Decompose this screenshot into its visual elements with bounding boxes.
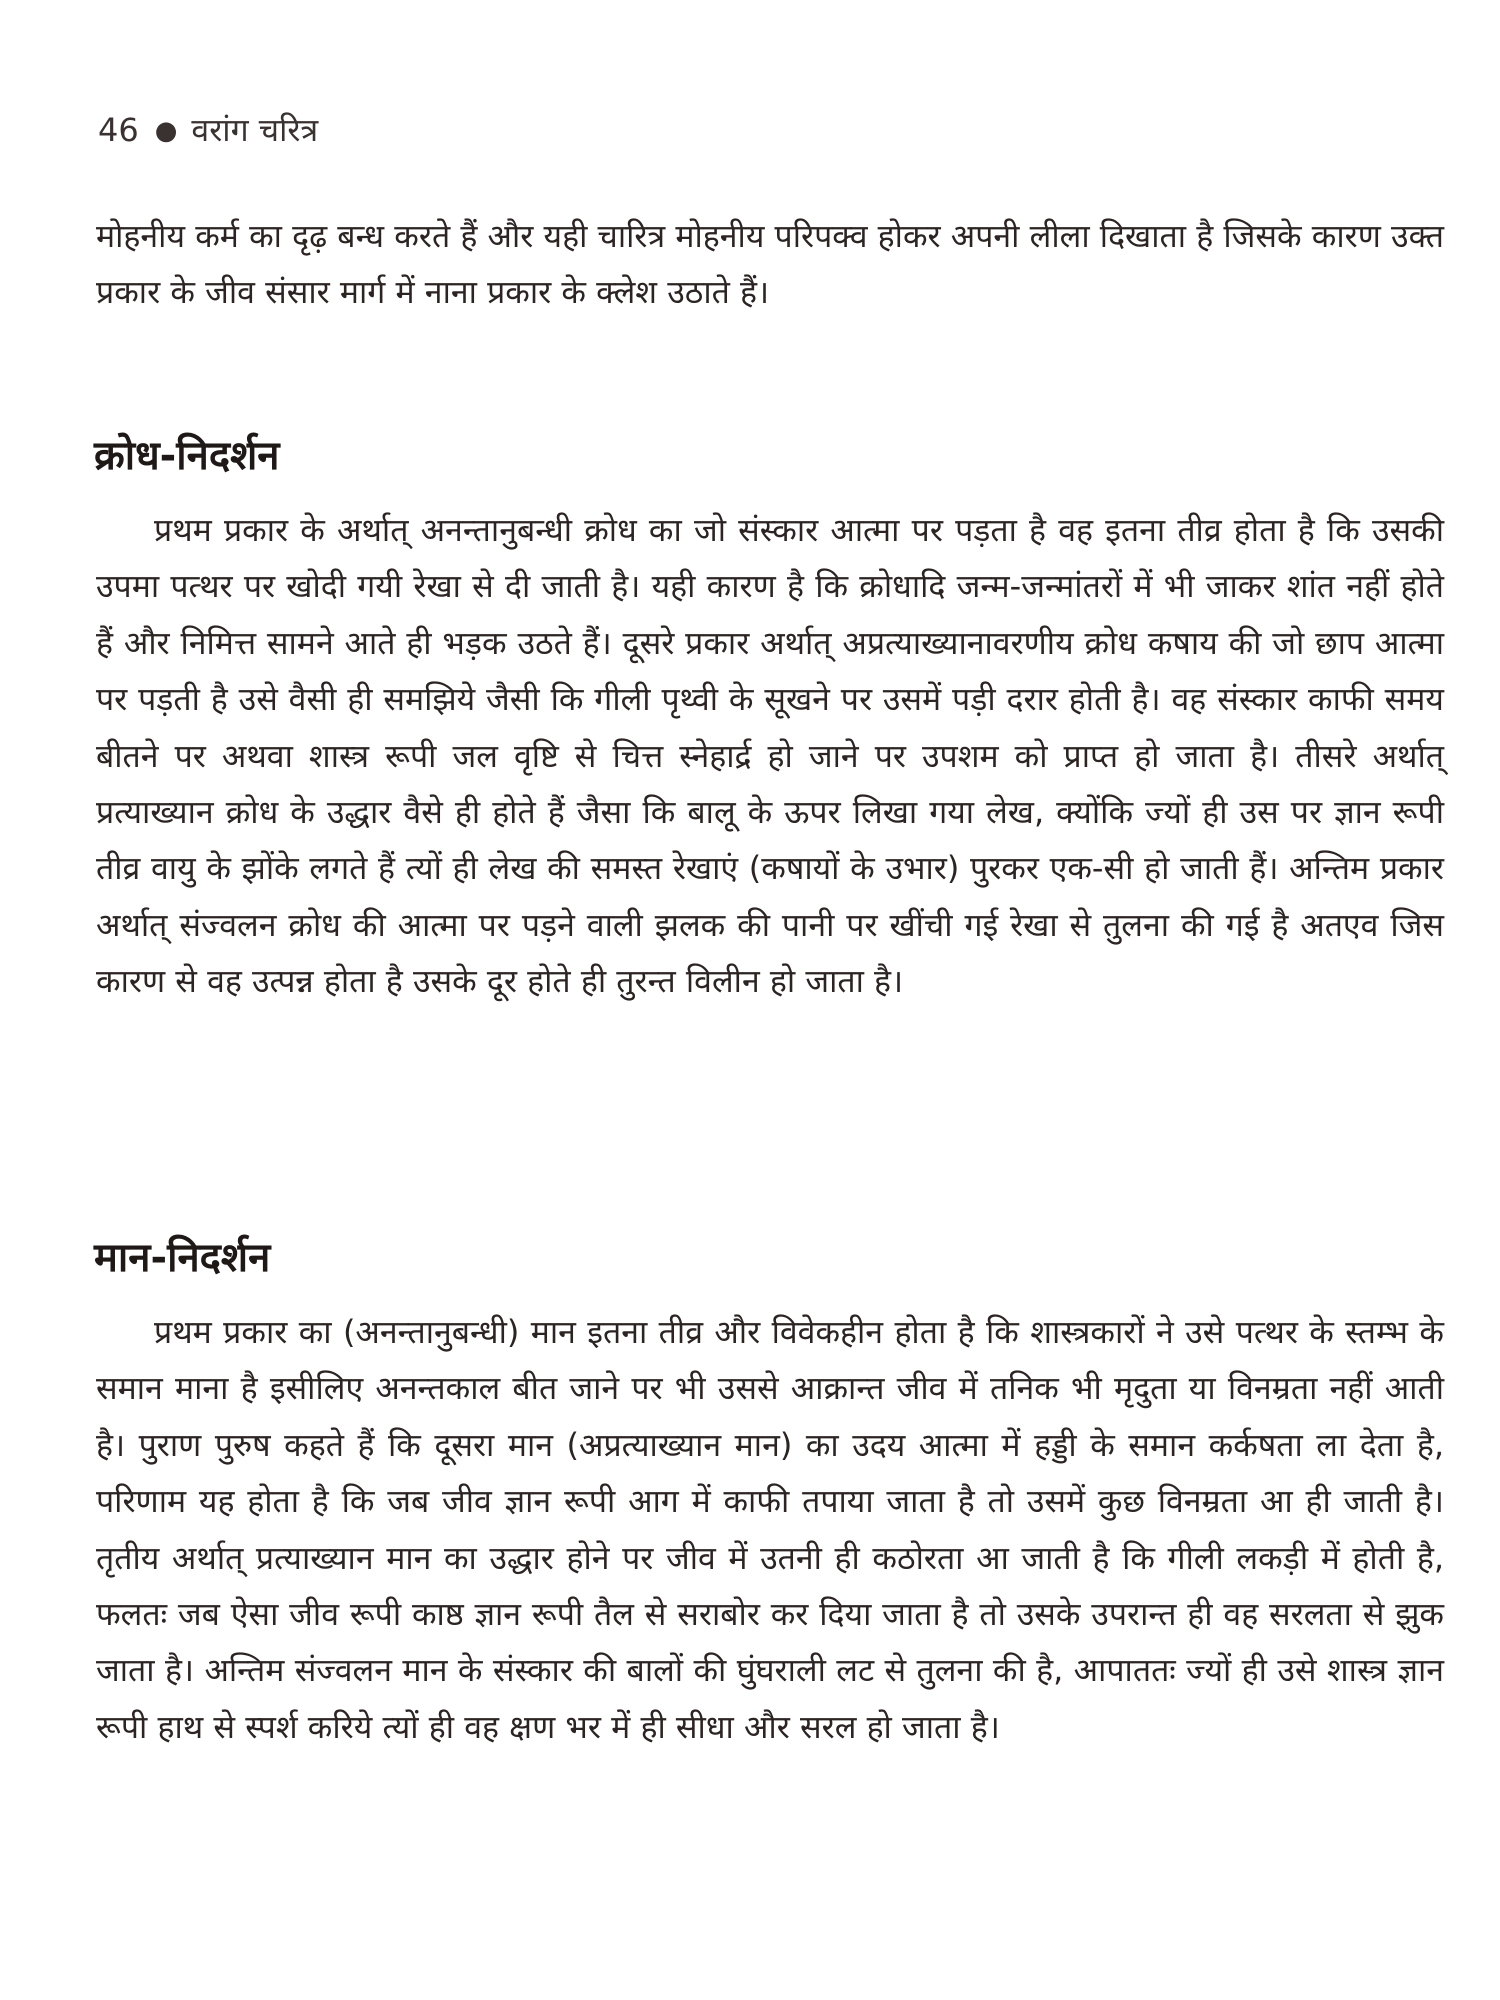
- krodh-paragraph-block: [96, 502, 1444, 1010]
- intro-paragraph: मोहनीय कर्म का दृढ़ बन्ध करते हैं और यही चारित्र मोहनीय परिपक्व होकर अपनी लीला दिखाता है जिसके कारण उक्त प्रकार के जीव संसार मार्ग में नाना प्रकार के क्लेश उठाते हैं।: [96, 217, 1444, 312]
- section-heading-krodh: क्रोध-निदर्शन: [94, 433, 280, 479]
- section-paragraph-krodh: प्रथम प्रकार के अर्थात् अनन्तानुबन्धी क्रोध का जो संस्कार आत्मा पर पड़ता है वह इतना तीव्र होता है कि उसकी उपमा पत्थर पर खोदी गयी रेखा से दी जाती है। यही कारण है कि क्रोधादि जन्म-जन्मांतरों में भी जाकर शांत नहीं होते हैं और निमित्त सामने आते ही भड़क उठते हैं। दूसरे प्रकार अर्थात् अप्रत्याख्यानावरणीय क्रोध कषाय की जो छाप आत्मा पर पड़ती है उसे वैसी ही समझिये जैसी कि गीली पृथ्वी के सूखने पर उसमें पड़ी दरार होती है। वह संस्कार काफी समय बीतने पर अथवा शास्त्र रूपी जल वृष्टि से चित्त स्नेहार्द्र हो जाने पर उपशम को प्राप्त हो जाता है। तीसरे अर्थात् प्रत्याख्यान क्रोध के उद्धार वैसे ही होते हैं जैसा कि बालू के ऊपर लिखा गया लेख, क्योंकि ज्यों ही उस पर ज्ञान रूपी तीव्र वायु के झोंके लगते हैं त्यों ही लेख की समस्त रेखाएं (कषायों के उभार) पुरकर एक-सी हो जाती हैं। अन्तिम प्रकार अर्थात् संज्वलन क्रोध की आत्मा पर पड़ने वाली झलक की पानी पर खींची गई रेखा से तुलना की गई है अतएव जिस कारण से वह उत्पन्न होता है उसके दूर होते ही तुरन्त विलीन हो जाता है।: [96, 511, 1444, 1001]
- book-title: वरांग चरित्र: [191, 111, 319, 149]
- page-number: 46: [98, 111, 139, 149]
- bullet-separator-icon: ●: [154, 116, 178, 146]
- running-header: [98, 108, 318, 153]
- intro-paragraph-block: [96, 208, 1444, 321]
- maan-paragraph-block: [96, 1304, 1444, 1755]
- section-heading-maan: मान-निदर्शन: [94, 1235, 271, 1281]
- section-paragraph-maan: प्रथम प्रकार का (अनन्तानुबन्धी) मान इतना तीव्र और विवेकहीन होता है कि शास्त्रकारों ने उसे पत्थर के स्तम्भ के समान माना है इसीलिए अनन्तकाल बीत जाने पर भी उससे आक्रान्त जीव में तनिक भी मृदुता या विनम्रता नहीं आती है। पुराण पुरुष कहते हैं कि दूसरा मान (अप्रत्याख्यान मान) का उदय आत्मा में हड्डी के समान कर्कषता ला देता है, परिणाम यह होता है कि जब जीव ज्ञान रूपी आग में काफी तपाया जाता है तो उसमें कुछ विनम्रता आ ही जाती है। तृतीय अर्थात् प्रत्याख्यान मान का उद्धार होने पर जीव में उतनी ही कठोरता आ जाती है कि गीली लकड़ी में होती है, फलतः जब ऐसा जीव रूपी काष्ठ ज्ञान रूपी तैल से सराबोर कर दिया जाता है तो उसके उपरान्त ही वह सरलता से झुक जाता है। अन्तिम संज्वलन मान के संस्कार की बालों की घुंघराली लट से तुलना की है, आपाततः ज्यों ही उसे शास्त्र ज्ञान रूपी हाथ से स्पर्श करिये त्यों ही वह क्षण भर में ही सीधा और सरल हो जाता है।: [96, 1313, 1444, 1746]
